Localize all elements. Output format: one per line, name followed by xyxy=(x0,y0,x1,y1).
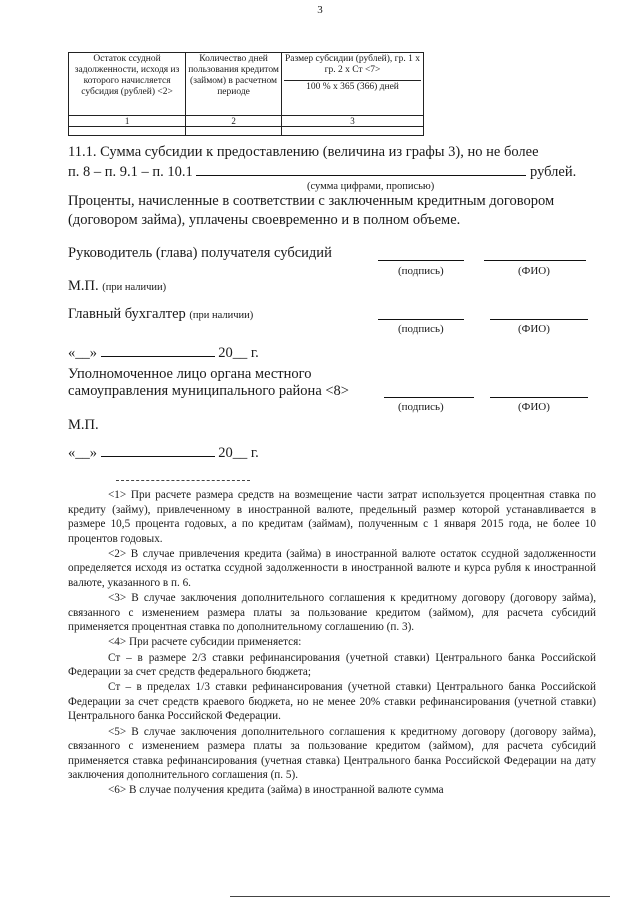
official-label-line2: самоуправления муниципального района <8> xyxy=(68,383,349,399)
col2-header: Количество дней пользования кредитом (займом) в расчетном периоде xyxy=(186,53,282,116)
para-11-1-line2 xyxy=(68,163,576,181)
col-number-3: 3 xyxy=(281,116,423,127)
page-number: 3 xyxy=(317,4,323,16)
footnote-5: <5> В случае заключения дополнительного соглашения к кредитному договору (договору займа), связанного с изменением размера платы за пользование кредитом (займом), для расчета субсидий применяется ставка рефинансирования (учетная ставка) Центрального банка Российской Федерации на дату заключения дополнительного соглашения (п. 5). xyxy=(68,725,596,782)
footnote-4-regional: Ст – в пределах 1/3 ставки рефинансирования (учетной ставки) Центрального банка Российской Федерации за счет средств краевого бюджета, но не менее 20% ставки рефинансирования (учетной ставки) Центрального банка Российской Федерации. xyxy=(68,681,596,723)
stamp-line-2: М.П. xyxy=(68,417,99,433)
stamp-label: М.П. xyxy=(68,278,99,294)
date-month-blank xyxy=(101,344,215,357)
footnote-2: <2> В случае привлечения кредита (займа) в иностранной валюте остаток ссудной задолженности определяется исходя из остатка ссудной задолженности в иностранной валюте и курса рубля к иностранной валюте, указанного в п. 6. xyxy=(68,547,596,590)
accountant-signature-label xyxy=(68,306,253,323)
official-sign-line xyxy=(384,385,474,398)
percent-text-line1: Проценты, начисленные в соответствии с заключенным кредитным договором xyxy=(68,193,555,209)
col1-header: Остаток ссудной задолженности, исходя из которого начисляется субсидия (рублей) <2> xyxy=(69,53,186,116)
footnote-separator xyxy=(116,480,250,481)
official-sign-caption: (подпись) xyxy=(398,401,444,413)
head-sign-caption: (подпись) xyxy=(398,265,444,277)
accountant-sign-caption: (подпись) xyxy=(398,323,444,335)
date-line-2 xyxy=(68,444,259,462)
percent-text-line2: (договором займа), уплачены своевременно и в полном объеме. xyxy=(68,212,461,228)
official-fio-line xyxy=(490,385,588,398)
col-number-2: 2 xyxy=(186,116,282,127)
para-11-1-line1: 11.1. Сумма субсидии к предоставлению (величина из графы 3), но не более xyxy=(68,144,539,160)
footnote-6: <6> В случае получения кредита (займа) в иностранной валюте сумма xyxy=(108,784,444,797)
table-cell-empty xyxy=(186,127,282,136)
footnote-1: <1> При расчете размера средств на возмещение части затрат используется процентная ставка по кредиту (займу), привлеченному в иностранной валюте, предельный размер которой устанавливается в размере 10,5 процента годовых, а по кредитам (займам), полученным с 1 января 2015 года, не более 10 процентов годовых. xyxy=(68,489,596,545)
table-cell-empty xyxy=(281,127,423,136)
stamp-line-1 xyxy=(68,278,166,295)
head-fio-line xyxy=(484,248,586,261)
footnotes xyxy=(68,488,596,798)
stamp-optional: (при наличии) xyxy=(102,282,167,293)
date-day: «__» xyxy=(68,445,97,461)
date-line-1 xyxy=(68,344,259,362)
accountant-title: Главный бухгалтер xyxy=(68,306,186,322)
col3-header-numerator: Размер субсидии (рублей), гр. 1 x гр. 2 x Ст <7> xyxy=(284,54,421,81)
footnote-4: <4> При расчете субсидии применяется: xyxy=(108,636,302,649)
amount-caption: (сумма цифрами, прописью) xyxy=(307,181,435,192)
official-fio-caption: (ФИО) xyxy=(518,401,550,413)
footnote-3: <3> В случае заключения дополнительного соглашения к кредитному договору (договору займа), связанного с изменением размера платы за пользование кредитом (займом), для расчета субсидий применяется процентная ставка по дополнительному соглашению (п. 3). xyxy=(68,592,596,634)
head-sign-line xyxy=(378,248,464,261)
table-cell-empty xyxy=(69,127,186,136)
date-month-blank xyxy=(101,444,215,457)
table-row xyxy=(69,127,424,136)
accountant-optional: (при наличии) xyxy=(189,310,254,321)
date-year: 20__ г. xyxy=(218,445,259,461)
col-number-1: 1 xyxy=(69,116,186,127)
subsidy-amount-blank xyxy=(196,163,526,176)
head-signature-label: Руководитель (глава) получателя субсидий xyxy=(68,245,332,261)
accountant-fio-caption: (ФИО) xyxy=(518,323,550,335)
date-day: «__» xyxy=(68,345,97,361)
accountant-sign-line xyxy=(378,307,464,320)
date-year: 20__ г. xyxy=(218,345,259,361)
page-bottom-rule xyxy=(230,896,610,897)
head-fio-caption: (ФИО) xyxy=(518,265,550,277)
col3-header xyxy=(281,53,423,116)
official-label-line1: Уполномоченное лицо органа местного xyxy=(68,366,312,382)
para-11-1-refs: п. 8 – п. 9.1 – п. 10.1 xyxy=(68,164,193,180)
accountant-fio-line xyxy=(490,307,588,320)
col3-header-denominator: 100 % x 365 (366) дней xyxy=(306,82,399,92)
footnote-4-federal: Ст – в размере 2/3 ставки рефинансирования (учетной ставки) Центрального банка Российской Федерации за счет средств федерального бюджета; xyxy=(68,651,596,679)
para-11-1-currency: рублей. xyxy=(530,164,577,180)
subsidy-table xyxy=(68,52,424,136)
